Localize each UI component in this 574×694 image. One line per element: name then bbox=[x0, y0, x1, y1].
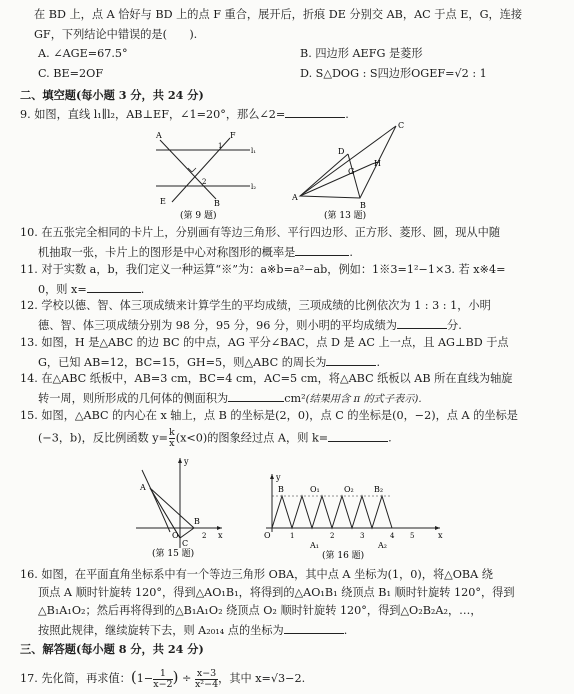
fig15-label-c: C bbox=[182, 539, 189, 548]
fig16-label-a2: A₂ bbox=[378, 541, 387, 550]
figure-16-caption: (第 16 题) bbox=[322, 551, 365, 560]
q10-answer-blank bbox=[295, 244, 349, 256]
fig16-label-o2: O₂ bbox=[344, 485, 354, 494]
q12-line2: 德、智、体三项成绩分别为 98 分，95 分，96 分，则小明的平均成绩为 分. bbox=[38, 319, 462, 332]
figure-15 bbox=[132, 452, 228, 560]
fig13-label-g: G bbox=[348, 167, 355, 176]
fig15-origin: O bbox=[172, 531, 179, 540]
q17-frac2-numerator: x−3 bbox=[196, 667, 217, 679]
figure-16-svg bbox=[262, 470, 452, 560]
q11-answer-blank bbox=[87, 281, 141, 293]
fig13-label-h: H bbox=[374, 159, 381, 168]
q15-answer-blank bbox=[328, 430, 388, 442]
q10-line2: 机抽取一张，卡片上的图形是中心对称图形的概率是 . bbox=[38, 246, 353, 259]
q15-fraction-numerator: k bbox=[168, 427, 175, 438]
fig15-label-a: A bbox=[140, 483, 146, 492]
figure-9 bbox=[150, 124, 260, 220]
q17-frac1-denominator: x−2 bbox=[153, 678, 173, 690]
figure-16 bbox=[262, 470, 452, 560]
fig16-label-b: B bbox=[278, 485, 284, 494]
figure-9-svg bbox=[150, 124, 260, 220]
q10-line1: 10. 在五张完全相同的卡片上，分别画有等边三角形、平行四边形、正方形、菱形、圆，现从中随 bbox=[20, 226, 501, 239]
fig16-label-a1: A₁ bbox=[310, 541, 319, 550]
q13-answer-blank bbox=[326, 354, 376, 366]
fig16-tick-3: 3 bbox=[360, 532, 365, 540]
q16-answer-blank bbox=[284, 622, 344, 634]
q13-line2: G，已知 AB=12，BC=15，GH=5，则△ABC 的周长为 . bbox=[38, 356, 381, 369]
q15-line2: (−3，b)，反比例函数 y= $\frac{k}{x}$ (x<0)的图象经过点 A，则 k= . bbox=[38, 427, 392, 449]
fig16-tick-4: 4 bbox=[390, 532, 395, 540]
fig13-label-d: D bbox=[338, 147, 345, 156]
fig13-label-a: A bbox=[292, 193, 298, 202]
q8-option-b: B. 四边形 AEFG 是菱形 bbox=[300, 47, 423, 60]
figure-15-svg bbox=[132, 452, 228, 560]
figure-13-svg bbox=[292, 118, 412, 220]
fig9-angle-1: 1 bbox=[218, 142, 223, 150]
fig15-tick-2: 2 bbox=[202, 532, 207, 540]
fig16-label-o1: O₁ bbox=[310, 485, 320, 494]
figure-13-caption: (第 13 题) bbox=[324, 211, 367, 220]
q16-line1: 16. 如图，在平面直角坐标系中有一个等边三角形 OBA，其中点 A 坐标为(1，0)，将△OBA 绕 bbox=[20, 568, 493, 581]
q12-answer-blank bbox=[397, 317, 447, 329]
fig15-label-b: B bbox=[194, 517, 200, 526]
q14-line2: 转一周，则所形成的几何体的侧面积为 cm²(结果用含 π 的式子表示). bbox=[38, 392, 422, 405]
fig16-axis-x: x bbox=[438, 531, 443, 540]
q8-line2: GF，下列结论中错误的是( ). bbox=[34, 28, 198, 41]
fig16-origin: O bbox=[264, 531, 271, 540]
q8-option-a: A. ∠AGE=67.5° bbox=[38, 47, 128, 60]
q8-option-d: D. S△DOG : S四边形OGEF=√2 : 1 bbox=[300, 67, 487, 80]
figure-13 bbox=[292, 118, 412, 220]
q16-line4: 按照此规律，继续旋转下去，则 A₂₀₁₄ 点的坐标为 . bbox=[38, 624, 348, 637]
fig16-label-b2: B₂ bbox=[374, 485, 384, 494]
q17-frac1-numerator: 1 bbox=[153, 669, 172, 680]
q8-option-c: C. BE=2OF bbox=[38, 67, 104, 80]
q8-line1: 在 BD 上，点 A 恰好与 BD 上的点 F 重合，展开后，折痕 DE 分别交 AB，AC 于点 E，G，连接 bbox=[34, 8, 523, 21]
fig16-axis-y: y bbox=[276, 473, 281, 482]
q17-frac2-denominator: x²−4 bbox=[194, 678, 219, 690]
section-3-heading: 三、解答题(每小题 8 分，共 24 分) bbox=[20, 642, 204, 656]
figure-15-caption: (第 15 题) bbox=[152, 549, 195, 559]
fig13-label-c: C bbox=[398, 121, 405, 130]
fig16-tick-5: 5 bbox=[410, 532, 415, 540]
q11-line2: 0，则 x= . bbox=[38, 283, 145, 296]
fig15-axis-y: y bbox=[184, 457, 189, 466]
fig9-label-a: A bbox=[156, 131, 162, 140]
q16-line2: 顶点 A 顺时针旋转 120°，得到△AO₁B₁，将得到的△AO₁B₁ 绕顶点 B₁ 顺时针旋转 120°，得到 bbox=[38, 586, 515, 599]
fig15-axis-x: x bbox=[218, 531, 223, 540]
q11-line1: 11. 对于实数 a，b，我们定义一种运算“※”为：a※b=a²−ab，例如：1※3=1²−1×3. 若 x※4= bbox=[20, 263, 506, 276]
fig9-line-l2: l₂ bbox=[251, 183, 257, 191]
q12-line1: 12. 学校以德、智、体三项成绩来计算学生的平均成绩，三项成绩的比例依次为 1 : 3 : 1，小明 bbox=[20, 299, 491, 312]
q9-answer-blank bbox=[285, 106, 345, 118]
fig9-angle-2: 2 bbox=[202, 178, 207, 186]
fig9-label-b: B bbox=[214, 199, 220, 208]
section-2-heading: 二、填空题(每小题 3 分，共 24 分) bbox=[20, 88, 204, 102]
fig16-tick-2: 2 bbox=[330, 532, 335, 540]
q15-fraction-denominator: x bbox=[169, 438, 175, 449]
q14-line1: 14. 在△ABC 纸板中，AB=3 cm，BC=4 cm，AC=5 cm，将△ABC 纸板以 AB 所在直线为轴旋 bbox=[20, 372, 513, 385]
fig9-label-f: F bbox=[230, 131, 236, 140]
q13-line1: 13. 如图，H 是△ABC 的边 BC 的中点，AG 平分∠BAC，点 D 是 AC 上一点，且 AG⊥BD 于点 bbox=[20, 336, 509, 349]
q16-line3: △B₁A₁O₂；然后再将得到的△B₁A₁O₂ 绕顶点 O₂ 顺时针旋转 120°，得到△O₂B₂A₂，…， bbox=[38, 604, 482, 617]
figure-9-caption: (第 9 题) bbox=[180, 211, 217, 220]
q9-text: 9. 如图，直线 l₁∥l₂，AB⊥EF，∠1=20°，那么∠2= . bbox=[20, 108, 349, 121]
q14-answer-blank bbox=[228, 390, 284, 402]
q15-line1: 15. 如图，△ABC 的内心在 x 轴上，点 B 的坐标是(2，0)，点 C 的坐标是(0，−2)，点 A 的坐标是 bbox=[20, 409, 518, 422]
q17-text: 17. 先化简，再求值：(1− $\frac{1}{x-2}$ ) ÷ $\frac{x-3}{\text{x²−4}}$ ，其中 x=√3−2. bbox=[20, 667, 306, 690]
fig9-line-l1: l₁ bbox=[251, 147, 257, 155]
fig13-label-b: B bbox=[360, 201, 366, 210]
fig9-label-e: E bbox=[160, 197, 166, 206]
fig16-tick-1: 1 bbox=[290, 532, 295, 540]
